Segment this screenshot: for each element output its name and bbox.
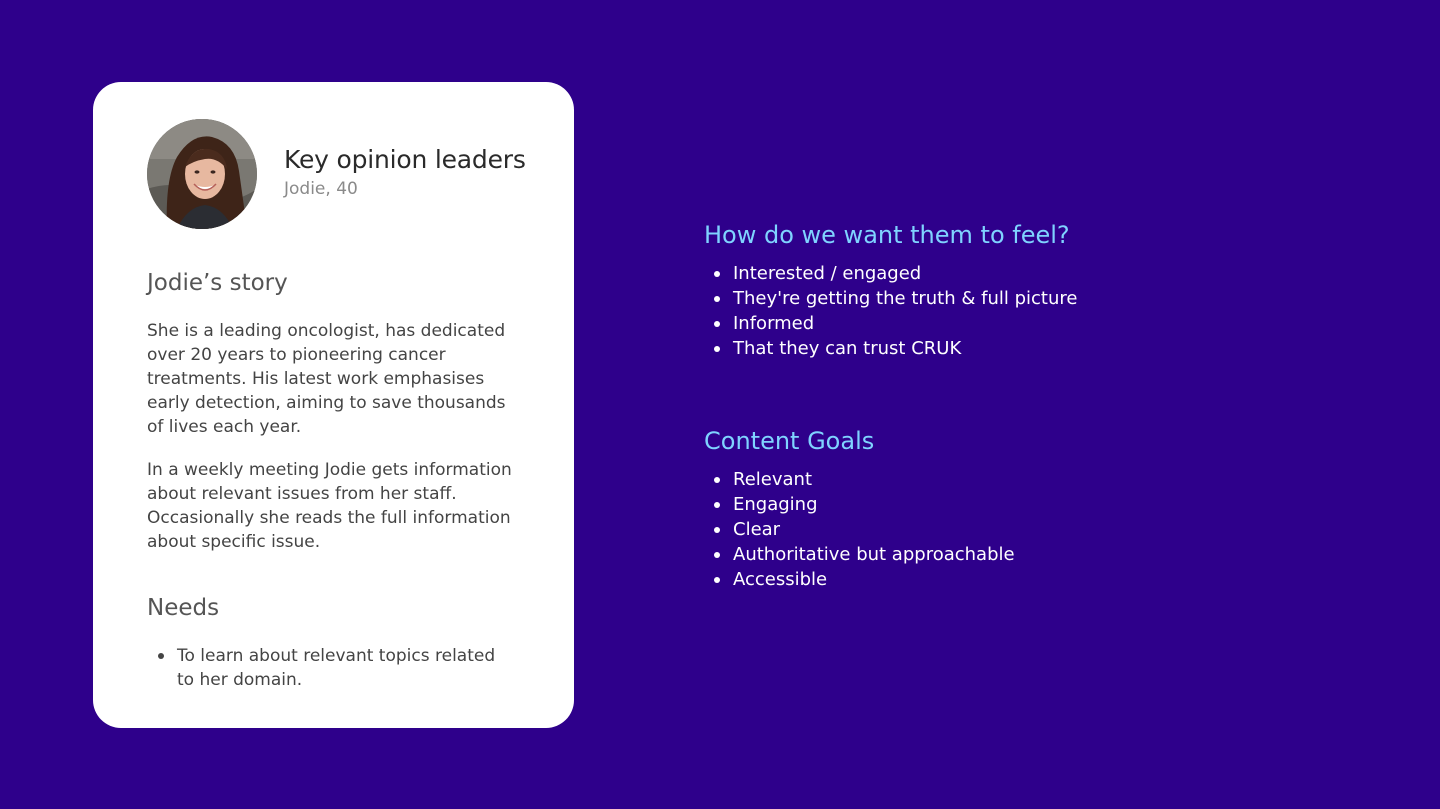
list-item: Engaging — [733, 492, 1015, 517]
needs-list — [147, 644, 517, 692]
avatar-photo — [147, 119, 257, 229]
list-item: Informed — [733, 311, 1077, 336]
avatar — [147, 119, 257, 229]
list-item: Authoritative but approachable — [733, 544, 1015, 565]
feel-list — [704, 261, 1077, 361]
persona-card — [93, 82, 574, 728]
list-item: Clear — [733, 517, 1015, 542]
list-item: They're getting the truth & full picture — [733, 288, 1078, 309]
content-goals-list — [704, 467, 1015, 592]
persona-title: Key opinion leaders — [284, 145, 526, 174]
list-item: That they can trust CRUK — [733, 336, 1077, 361]
feel-heading: How do we want them to feel? — [704, 221, 1070, 249]
list-item: Accessible — [733, 567, 1015, 592]
list-item: Relevant — [733, 467, 1015, 492]
list-item: Interested / engaged — [733, 261, 1077, 286]
story-paragraph: She is a leading oncologist, has dedicated over 20 years to pioneering cancer treatments. His latest work emphasises early detection, aiming to save thousands of lives each year. — [147, 321, 506, 437]
content-goals-heading: Content Goals — [704, 427, 875, 455]
persona-subtitle: Jodie, 40 — [284, 179, 358, 199]
list-item: To learn about relevant topics related to her domain. — [177, 644, 517, 692]
needs-heading: Needs — [147, 595, 220, 621]
story-heading: Jodie’s story — [147, 270, 288, 296]
story-paragraph: In a weekly meeting Jodie gets information about relevant issues from her staff. Occasionally she reads the full information about specific issue. — [147, 460, 512, 552]
